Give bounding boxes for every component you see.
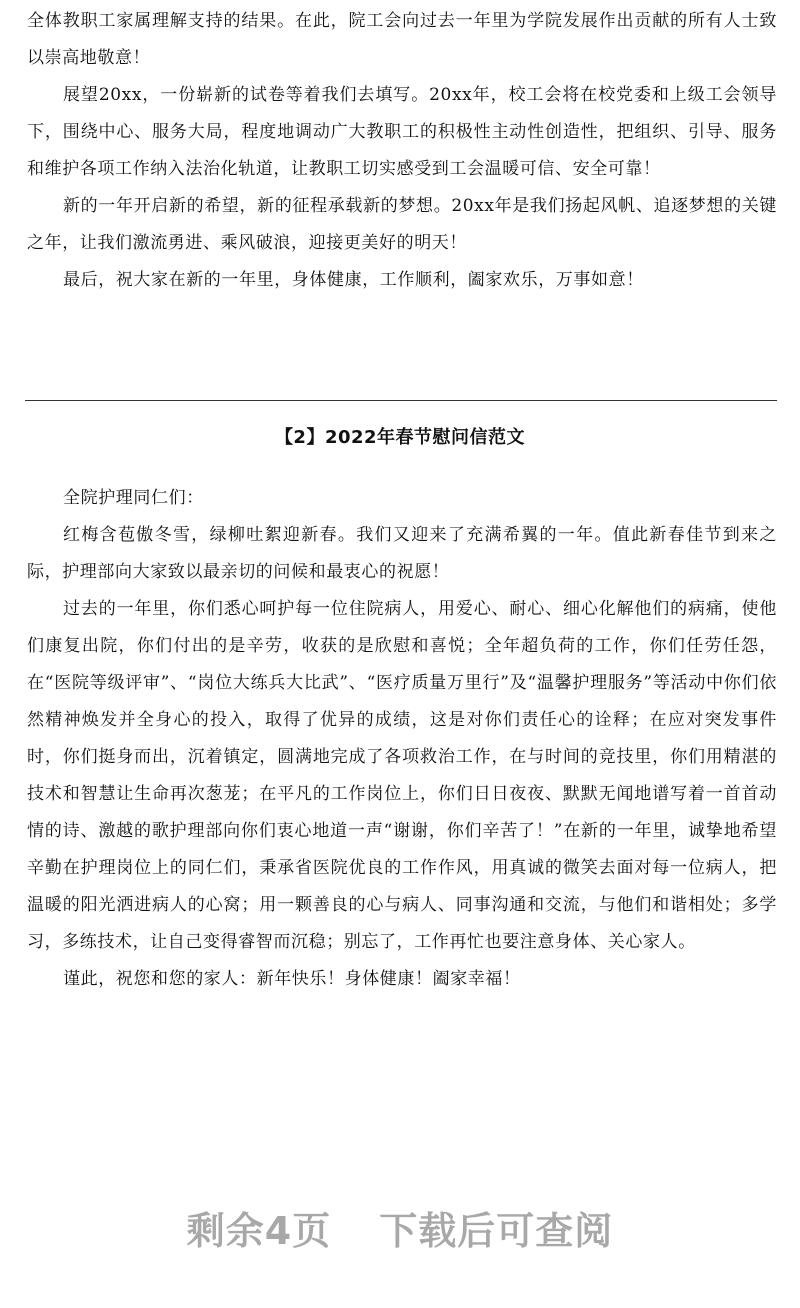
paragraph: 展望20xx，一份崭新的试卷等着我们去填写。20xx年，校工会将在校党委和上级工会领导下，围绕中心、服务大局，程度地调动广大教职工的积极性主动性创造性，把组织、引导、服务和维护各项工作纳入法治化轨道，让教职工切实感受到工会温暖可信、安全可靠！ (27, 85, 777, 179)
paragraph: 最后，祝大家在新的一年里，身体健康，工作顺利，阖家欢乐，万事如意！ (63, 270, 644, 290)
paragraph: 新的一年开启新的希望，新的征程承载新的梦想。20xx年是我们扬起风帆、追逐梦想的关键之年，让我们激流勇进、乘风破浪，迎接更美好的明天！ (27, 196, 777, 253)
paragraph: 谨此，祝您和您的家人：新年快乐！身体健康！阖家幸福！ (63, 969, 521, 989)
section-1-body (27, 3, 777, 299)
paragraph: 全体教职工家属理解支持的结果。在此，院工会向过去一年里为学院发展作出贡献的所有人士致以崇高地敬意！ (27, 11, 777, 68)
section-divider (25, 400, 777, 401)
download-prompt-banner[interactable] (0, 1203, 800, 1259)
paragraph: 过去的一年里，你们悉心呵护每一位住院病人，用爱心、耐心、细心化解他们的病痛，使他们康复出院，你们付出的是辛劳，收获的是欣慰和喜悦；全年超负荷的工作，你们任劳任怨，在“医院等级评审”、“岗位大练兵大比武”、“医疗质量万里行”及“温馨护理服务”等活动中你们依然精神焕发并全身心的投入，取得了优异的成绩，这是对你们责任心的诠释；在应对突发事件时，你们挺身而出，沉着镇定，圆满地完成了各项救治工作，在与时间的竞技里，你们用精湛的技术和智慧让生命再次葱茏；在平凡的工作岗位上，你们日日夜夜、默默无闻地谱写着一首首动情的诗、激越的歌护理部向你们衷心地道一声“谢谢，你们辛苦了！”在新的一年里，诚挚地希望辛勤在护理岗位上的同仁们，秉承省医院优良的工作作风，用真诚的微笑去面对每一位病人，把温暖的阳光洒进病人的心窝；用一颗善良的心与病人、同事沟通和交流，与他们和谐相处；多学习，多练技术，让自己变得睿智而沉稳；别忘了，工作再忙也要注意身体、关心家人。 (27, 599, 777, 952)
download-to-view-label[interactable]: 下载后可查阅 (379, 1209, 614, 1253)
remaining-pages-label[interactable]: 剩余4页 (186, 1209, 332, 1253)
paragraph: 红梅含苞傲冬雪，绿柳吐絮迎新春。我们又迎来了充满希翼的一年。值此新春佳节到来之际，护理部向大家致以最亲切的问候和最衷心的祝愿！ (27, 525, 777, 582)
salutation: 全院护理同仁们： (63, 488, 204, 508)
section-2-title: 【2】2022年春节慰问信范文 (274, 427, 526, 448)
section-2-body (27, 480, 777, 998)
